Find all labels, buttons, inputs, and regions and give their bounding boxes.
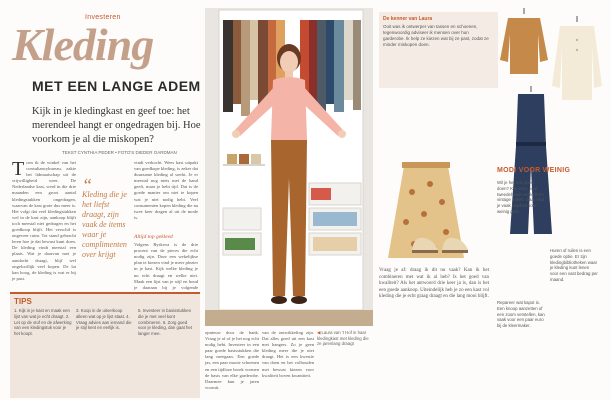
info-box-title: De kenner van Laura	[383, 16, 433, 22]
section-subtitle: Altijd top gekleed	[134, 234, 173, 240]
sweater-image	[500, 8, 548, 76]
body-column-6	[379, 268, 489, 396]
sidebar-column-1: Wil je het ook goed doen? Kijk eens naar tweedehands winkels en vintage zaken. Daar vind je vaak kwaliteit voor weinig geld.	[497, 180, 545, 214]
body-text: vindt verkocht. Wees kast uitpakt van goedkope kleding, is zeker dat duurzame kleding al werkt. Je er meestal nog niets met de hand geeft, maar je hebt tijd. Dat is de goede manier om niet te kopen wat je niet nodig hebt. Veel consumenten kopen kleding die na twee keer dragen al uit de mode is.	[134, 160, 198, 220]
shoes-image	[410, 230, 472, 258]
quote-mark-icon: “	[82, 175, 93, 195]
body-column-5	[262, 330, 314, 396]
tips-box	[10, 292, 200, 398]
body-text: Volgens Ryskova is de drie procent van de pieces die echt nodig zijn. Door een wekelijkse plan te kiezen vind je meer plezier in je kast. Kijk welke kleding je nu echt draagt en welke niet. Maak een lijst van je stijl en houd je daaraan bij je volgende	[134, 242, 198, 290]
tips-column-2: 3. Koop in de uitverkoop alleen wat op je lijst staat. 4. Vraag advies aan iemand die je stijl kent en eerlijk is.	[76, 308, 132, 331]
sidebar-column-2: Huren of ruilen is een goede optie. Er zijn kledingbibliotheken waar je kleding kunt lenen voor een vast bedrag per maand.	[550, 248, 598, 282]
info-box-text: Ooit was ik ontwerper van tassen en schoenen, tegenwoordig adviseer ik mensen over hun garderobe. Ik help ze kiezen wat bij ze past, zodat ze minder miskopen doen.	[383, 24, 489, 47]
byline: TEKST CYNTHIA PEDER • FOTO'S DIEDER OARDMAN	[62, 150, 177, 155]
arrow-left-icon: ◀	[317, 330, 321, 335]
sidebar-column-3: Repareer wat kapot is. Een knoop aanzetten of een zoom verstellen, kan vaak voor een paar euro bij de kleermaker.	[497, 300, 545, 329]
pull-quote-text: Kleding die je het liefst draagt, zijn vaak de items waar je complimenten over krijgt	[82, 190, 127, 259]
wardrobe-illustration	[205, 8, 373, 326]
tips-title: TIPS	[14, 297, 32, 306]
headline: Kleding	[12, 19, 154, 70]
body-text: opnieuw door de bank. Vraag je af of je het nog echt nodig hebt. Investeer in een paar goede basisstukken die lang meegaan. Een goede jas, een paar mooie schoenen en een tijdloze broek vormen de basis van elke garderobe. Daarmee kun je jaren vooruit.	[205, 330, 259, 390]
tips-column-1: 1. Kijk in je kast en maak een lijst van wat je echt draagt. 2. Let op de stof en de afwerking van een kledingstuk voor je het koopt.	[14, 308, 72, 337]
body-text: van de ontwikkeling zijn. Dat alles goed uit een kast met hangers. Zo je geen kleding meer die je niet draagt. Het is een kwestie van doen en het volhouden met bewust kiezen voor kwaliteit boven kwantiteit.	[262, 330, 314, 378]
body-text: oen ik de winkel van het consultancybureau, zakte het lidmaatschap uit de vrijwilligheid weer. De Nederlandse kast, werd in die drie maanden een groot aantal kledingstukken ongedragen, waarvan de kast grote dus meer is. Het volgt dat veel kledingstukken wel in de kast zijn, aankoop blijft toch meestal niet gedragen en het goedkoop blijft. Het verschil is ongeveer ruim. Tot stand gebracht leren hoe je dat bewust kunt doen. De kleding vindt meestal een plaats. Wat je daarvan met je aandacht draagt, blijf wel ongelooflijk veel kopen. De lat kan hoog, de kleding is wat er bij je past.	[12, 160, 76, 281]
wardrobe-photo	[205, 8, 373, 326]
body-text: Vraag je af: draag ik dit nu vaak? Kan ik het combineren met wat ik al heb? Is het goed van kwaliteit? Als het antwoord drie keer ja is, dan is het een goede aankoop. Uiteindelijk heb je zo een kast vol kleding die je echt graag draagt en die lang mooi blijft.	[379, 268, 489, 300]
kicker: Investeren	[85, 14, 121, 21]
subheadline: MET EEN LANGE ADEM	[32, 78, 201, 94]
caption-text: Laura van ’t Hof in haar kledingkast met kleding die ze jarenlang draagt	[317, 330, 369, 347]
body-column-4	[205, 330, 259, 396]
pull-quote	[82, 175, 128, 260]
blouse-image	[552, 16, 602, 102]
dropcap: T	[12, 158, 25, 180]
body-column-1	[12, 160, 76, 288]
photo-caption	[317, 330, 373, 347]
info-box	[379, 12, 498, 88]
body-column-3	[134, 232, 198, 288]
tips-column-3: 5. Investeer in basisstukken die je met veel kunt combineren. 6. Zorg goed voor je kleding, dan gaat het langer mee.	[138, 308, 192, 337]
body-column-2	[134, 160, 198, 230]
sidebar-title: MODI VOOR WEINIG	[497, 167, 571, 174]
intro-text: Kijk in je kledingkast en geef toe: het merendeel hangt er ongedragen bij. Hoe voorkom je al die miskopen?	[32, 106, 201, 145]
